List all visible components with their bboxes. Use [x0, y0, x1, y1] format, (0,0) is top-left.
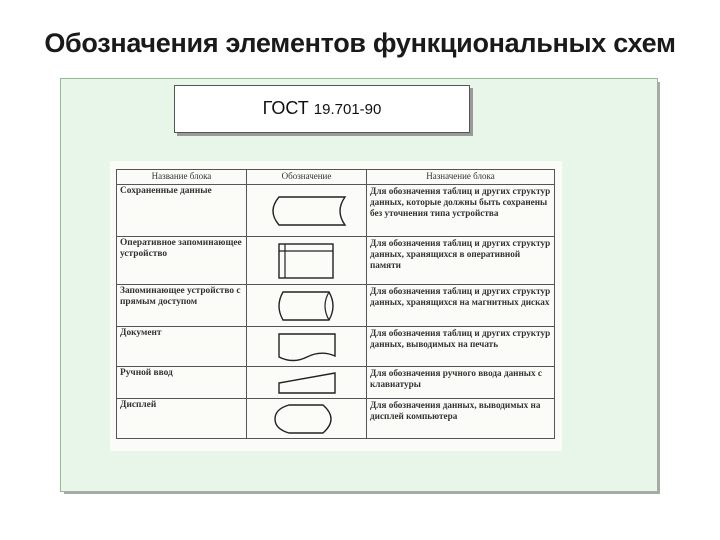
table-header-row: [117, 170, 555, 185]
standard-box: [174, 85, 470, 133]
block-purpose: Для обозначения таблиц и других структур данных, хранящихся в оперативной памяти: [367, 237, 555, 285]
block-symbol: [247, 327, 367, 367]
block-symbol: [247, 185, 367, 237]
block-symbol: [247, 285, 367, 327]
block-name: Документ: [117, 327, 247, 367]
table-row: [117, 185, 555, 237]
block-symbols-table: [116, 169, 555, 439]
display-icon: [265, 401, 349, 437]
block-purpose: Для обозначения таблиц и других структур данных, выводимых на печать: [367, 327, 555, 367]
block-symbol: [247, 367, 367, 399]
standard-number: 19.701-90: [313, 101, 382, 118]
block-purpose: Для обозначения ручного ввода данных с клавиатуры: [367, 367, 555, 399]
block-symbol: [247, 237, 367, 285]
direct-access-storage-icon: [265, 288, 349, 324]
block-purpose: Для обозначения данных, выводимых на дисплей компьютера: [367, 399, 555, 439]
table-row: [117, 237, 555, 285]
table-row: [117, 327, 555, 367]
manual-input-icon: [265, 369, 349, 397]
block-name: Сохраненные данные: [117, 185, 247, 237]
header-block-name: Название блока: [117, 170, 247, 185]
block-purpose: Для обозначения таблиц и других структур данных, которые должны быть сохранены без уточнения типа устройства: [367, 185, 555, 237]
scanned-table-image: [110, 161, 562, 451]
block-symbol: [247, 399, 367, 439]
document-icon: [265, 330, 349, 364]
header-symbol: Обозначение: [247, 170, 367, 185]
header-purpose: Назначение блока: [367, 170, 555, 185]
standard-label: [175, 98, 469, 119]
table-row: [117, 399, 555, 439]
block-name: Ручной ввод: [117, 367, 247, 399]
slide-title: Обозначения элементов функциональных схем: [44, 28, 676, 58]
block-name: Запоминающее устройство с прямым доступом: [117, 285, 247, 327]
block-name: Оперативное запоминающее устройство: [117, 237, 247, 285]
stored-data-icon: [265, 194, 349, 228]
internal-storage-icon: [265, 241, 349, 281]
standard-prefix: ГОСТ: [262, 98, 309, 118]
table-row: [117, 285, 555, 327]
table-row: [117, 367, 555, 399]
block-name: Дисплей: [117, 399, 247, 439]
block-purpose: Для обозначения таблиц и других структур данных, хранящихся на магнитных дисках: [367, 285, 555, 327]
